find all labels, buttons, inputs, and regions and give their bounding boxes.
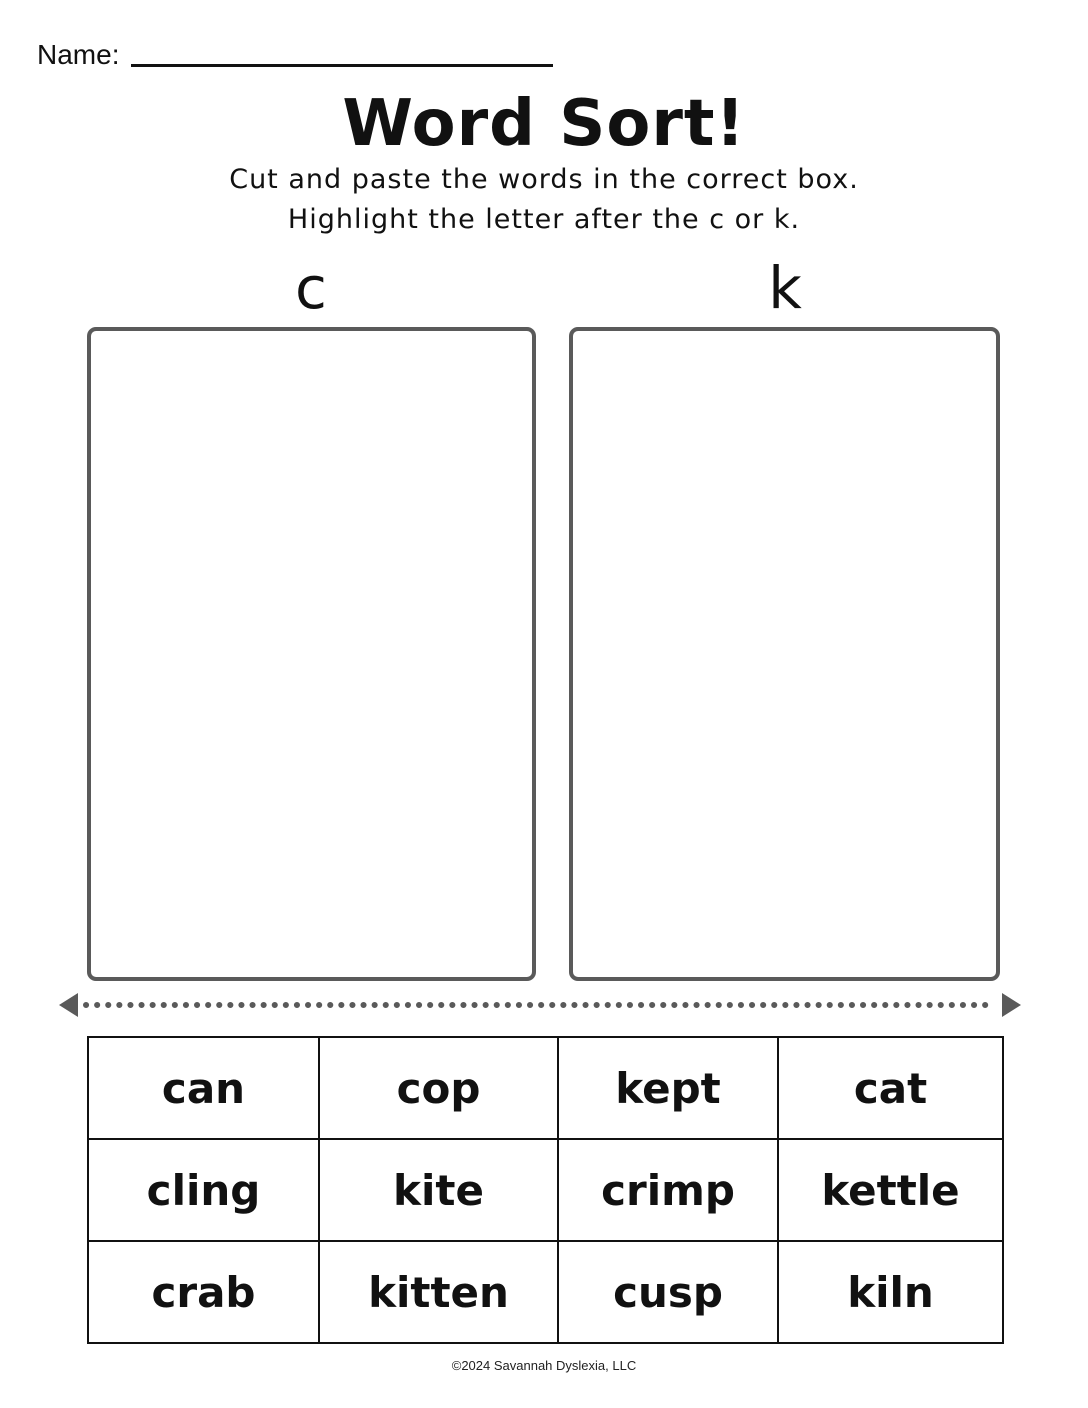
instructions <box>0 160 1088 240</box>
word-card[interactable]: kettle <box>778 1139 1003 1241</box>
word-card[interactable]: cusp <box>558 1241 778 1343</box>
word-row <box>88 1241 1003 1343</box>
arrow-left-icon <box>59 993 78 1017</box>
word-card[interactable]: cling <box>88 1139 319 1241</box>
name-field <box>37 38 553 72</box>
column-heading-k: k <box>768 254 802 322</box>
word-card[interactable]: cop <box>319 1037 558 1139</box>
word-card[interactable]: kiln <box>778 1241 1003 1343</box>
arrow-right-icon <box>1002 993 1021 1017</box>
word-card[interactable]: cat <box>778 1037 1003 1139</box>
column-heading-c: c <box>295 254 327 322</box>
cut-line <box>56 990 1024 1020</box>
word-cards-grid <box>87 1036 1004 1344</box>
word-row <box>88 1139 1003 1241</box>
name-label: Name: <box>37 39 120 70</box>
sort-box-k[interactable] <box>569 327 1000 981</box>
sort-box-c[interactable] <box>87 327 536 981</box>
page-title: Word Sort! <box>342 87 746 161</box>
word-row <box>88 1037 1003 1139</box>
instruction-line-2: Highlight the letter after the c or k. <box>287 204 801 235</box>
copyright-footer: ©2024 Savannah Dyslexia, LLC <box>451 1358 637 1373</box>
word-card[interactable]: crab <box>88 1241 319 1343</box>
word-card[interactable]: kite <box>319 1139 558 1241</box>
word-card[interactable]: kept <box>558 1037 778 1139</box>
word-card[interactable]: crimp <box>558 1139 778 1241</box>
name-write-line[interactable] <box>131 64 553 67</box>
word-card[interactable]: can <box>88 1037 319 1139</box>
word-card[interactable]: kitten <box>319 1241 558 1343</box>
instruction-line-1: Cut and paste the words in the correct box. <box>229 164 859 195</box>
